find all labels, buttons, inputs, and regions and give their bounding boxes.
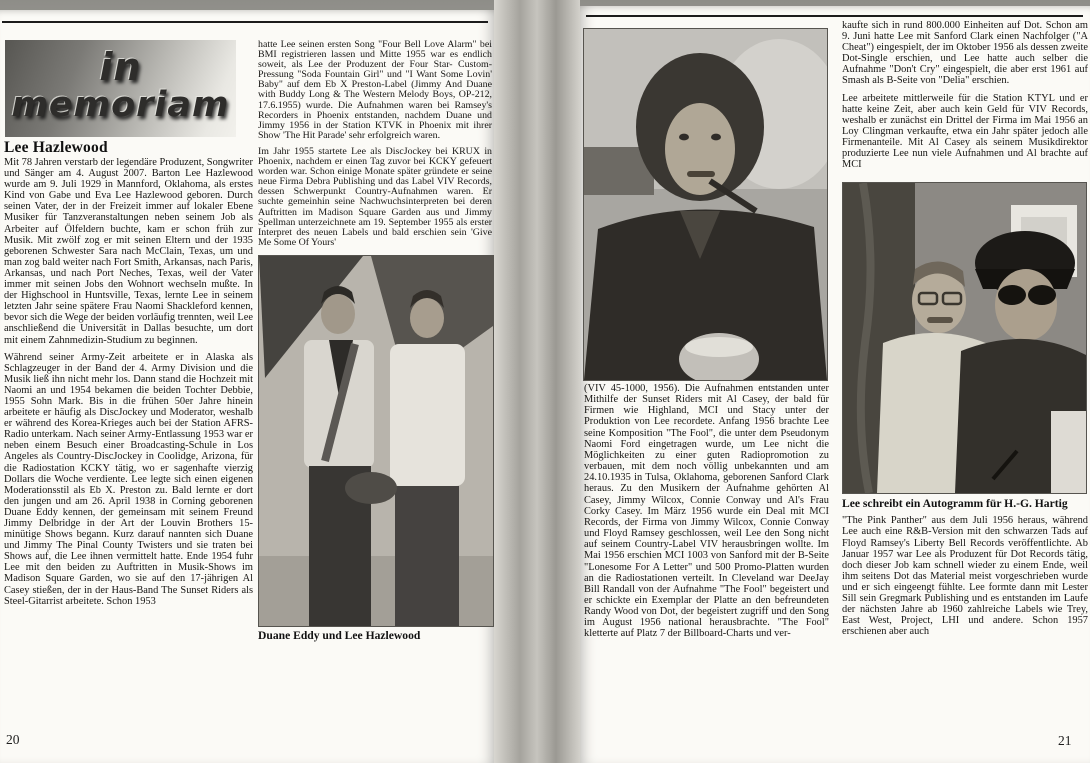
page-number-21: 21: [1058, 733, 1072, 748]
photo-caption-right: Lee schreibt ein Autogramm für H.-G. Hartig: [842, 497, 1068, 511]
book-gutter: [494, 0, 580, 763]
paragraph: Während seiner Army-Zeit arbeitete er in Alaska als Schlagzeuger in der Band der 4. Army Division und die Musik ließ ihn nicht mehr los. Dann stand die Hochzeit mit Naomi an und 1954 bekamen die beiden Tochter Debbie, 1955 Sohn Mark. Bis in die frühen 50er Jahre hinein arbeitete er häufig als DiscJockey und Moderator, weshalb er während des Korea-Krieges auch bei der Station AFRS-Radio unterkam. Nach seiner Army-Entlassung 1953 war er neben einem Besuch einer Broadcasting-Schule in Los Angeles als Country-DiscJockey in Coolidge, Arizona, für die Radiostation KCKY tätig, wo er sagenhafte vierzig Dollars die Woche verdiente. Lee legte sich einen eigenen Moderationsstil als Eb X. Preston zu. Bald lernte er dort den jungen und am 26. April 1938 in Corning geborenen Duane Eddy kennen, der gemeinsam mit seinem Freund Jimmy Delbridge in der Art der Louvin Brothers 15-minütige Shows begann. Kurz darauf nannten sich Duane und Jimmy The Pinal County Twisters und sie traten bei Shows auf, die Lee ihnen vermittelt hatte. Ende 1954 fuhr Lee mit den beiden zu Auftritten in Musik-Shows im Madison Square Garden, wo sie auf den 17-jährigen Al Casey stießen, der in der Haus-Band The Sunset Riders als Steel-Gitarrist arbeitete. Schon 1953: [4, 351, 253, 607]
paragraph: Im Jahr 1955 startete Lee als DiscJockey bei KRUX in Phoenix, nachdem er einen Tag zuvor bei KCKY gefeuert worden war. Schon einige Monate später gründete er seine neue Firma Debra Publishing und das Label VIV Records, dessen Schwerpunkt Country-Aufnahmen waren. Er suchte gemeinhin seine Nachwuchsinterpreten bei deren Auftritten im Madison Square Garden aus und Jimmy Spellman unterzeichnete am 19. September 1955 als erster Interpret des neuen Labels und bald erschien sein 'Give Me Some Of Yours': [258, 145, 492, 248]
photo-lee-hazlewood-with-pipe: [583, 28, 828, 381]
left-page-column-1: [4, 157, 253, 613]
photo-duane-eddy-and-lee-hazlewood: [258, 255, 494, 627]
paragraph: kaufte sich in rund 800.000 Einheiten auf Dot. Schon am 9. Juni hatte Lee mit Sanford Clark einen Nachfolger ("A Cheat") eingespielt, der im Oktober 1956 als dessen zweite Dot-Single erschien, und Lee hatte auch selber die Aufnahme "Don't Cry" eingespielt, die aber erst 1961 auf Smash als B-Seite von "Delia" erschien.: [842, 20, 1088, 87]
in-memoriam-banner: [5, 40, 236, 137]
paragraph: "The Pink Panther" aus dem Juli 1956 heraus, während Lee auch eine R&B-Version mit den schwarzen Tads auf Floyd Ramsey's Liberty Bell Records veröffentlichte. Ab Januar 1957 war Lee als Produzent für Dot Records tätig, doch dieser Job kam schnell wieder zu einem Ende, weil ihm seitens Dot das Material meist vorgeschrieben wurde und er sich eingeengt fühlte. Lee formte dann mit Lester Sill sein Gregmark Publishing und es entstanden im Laufe der nächsten Jahre ab 1960 zahlreiche Labels wie Trey, East West, Project, LHI und andere. Schon 1957 erschienen aber auch: [842, 515, 1088, 638]
photo-caption-left: Duane Eddy und Lee Hazlewood: [258, 628, 421, 642]
top-rule-left: [2, 21, 488, 23]
paragraph: Mit 78 Jahren verstarb der legendäre Produzent, Songwriter und Sänger am 4. August 2007. Barton Lee Hazlewood wurde am 9. Juli 1929 in Mannford, Oklahoma, als erstes Kind von Gabe und Eva Lee Hazlewood geboren. Durch seinen Vater, der in der Freizeit immer auf lokaler Ebene Musiker für Tanzveranstaltungen neben seinem Job als Arbeiter auf Ölfeldern buchte, kam er schon früh zur Musik. Mit zwölf zog er mit seinen Eltern und der 1935 geborenen Schwester Sara nach McClain, Texas, um und man zog bald weiter nach Fort Smith, Arkansas, nach Paris, Arkansas, und nach Port Neches, Texas, weil der Vater immer mit seinen Jobs den Wohnort wechseln mußte. In der Highschool in Huntsville, Texas, lernte Lee in seinem letzten Jahr seine spätere Frau Naomi Shackleford kennen, bevor sich die Wege der beiden vorläufig trennten, weil Lee anschließend die Universität in Dallas besuchte, um dort mit einem Zahnmedizin-Studium zu beginnen.: [4, 157, 253, 346]
page-number-20: 20: [6, 732, 20, 747]
in-memoriam-line2: memoriam: [11, 85, 230, 125]
in-memoriam-line1: in: [99, 45, 142, 89]
top-rule-right: [586, 15, 1083, 17]
left-page-column-2: [258, 40, 492, 641]
right-page-column-2: [842, 20, 1088, 643]
paragraph: hatte Lee seinen ersten Song "Four Bell Love Alarm" bei BMI registrieren lassen und Mitte 1955 war es endlich soweit, als Lee der Produzent der Four Star- Custom-Pressung "Soda Fountain Girl" und "I Want Some Lovin' Baby" auf dem Eb X Preston-Label (Jimmy And Duane with Buddy Long & The Western Melody Boys, OP-212, 17.6.1955) wurde. Die Aufnahmen waren bei Ramsey's Recorders in Phoenix entstanden, nachdem Duane und Jimmy 1956 in der Station KTVK in Phoenix mit ihrer Show 'The Hit Parade' sehr erfolgreich waren.: [258, 39, 492, 141]
right-page: [580, 6, 1090, 763]
article-heading: Lee Hazlewood: [4, 139, 108, 156]
photo-lee-signing-autograph: [842, 182, 1087, 494]
paragraph: Lee arbeitete mittlerweile für die Station KTYL und er hatte keine Zeit, aber auch kein Geld für VIV Records, weshalb er zunächst ein Drittel der Firma im Mai 1956 an Loy Clingman verkaufte, etwa ein Jahr später jedoch alle Firmenanteile. Mit Al Casey als seinem Musikdirektor produzierte Lee nun viele Aufnahmen und Al brachte auf MCI: [842, 92, 1088, 171]
paragraph: (VIV 45-1000, 1956). Die Aufnahmen entstanden unter Mithilfe der Sunset Riders mit Al Casey, der bald für Firmen wie Highland, MCI und Stacy unter der Produktion von Lee recordete. Anfang 1956 brachte Lee seine Komposition "The Fool", die unter dem Pseudonym Naomi Ford eingetragen wurde, um Lee nicht die Möglichkeiten zu einer guten Radiopromotion zu verbauen, mit dem noch völlig unbekannten und am 24.10.1935 in Tulsa, Oklahoma, geborenen Sanford Clark heraus. Zu den Musikern der Aufnahme gehörten Al Casey, Jimmy Wilcox, Connie Conway und Al's Frau Corky Casey. Im März 1956 wurde ein Deal mit MCI Records, der Firma von Jimmy Wilcox, Connie Conway und Floyd Ramsey geschlossen, weil Lee den Song nicht auf seinem Country-Label VIV herausbringen wollte. Im Mai 1956 erschien MCI 1003 von Sanford mit der B-Seite "Lonesome For A Letter" und 500 Promo-Platten wurden an die Radiostationen verteilt. In Cleveland war DeeJay Bill Randall von der Aufnahme "The Fool" begeistert und er schickte ein Exemplar der Platte an den befreundeten Randy Wood von Dot, der begeistert zugriff und den Song im August 1956 national herausbrachte. "The Fool" kletterte auf Platz 7 der Billboard-Charts und ver-: [584, 383, 829, 640]
left-page: [0, 10, 494, 763]
right-page-column-1: [584, 383, 829, 646]
